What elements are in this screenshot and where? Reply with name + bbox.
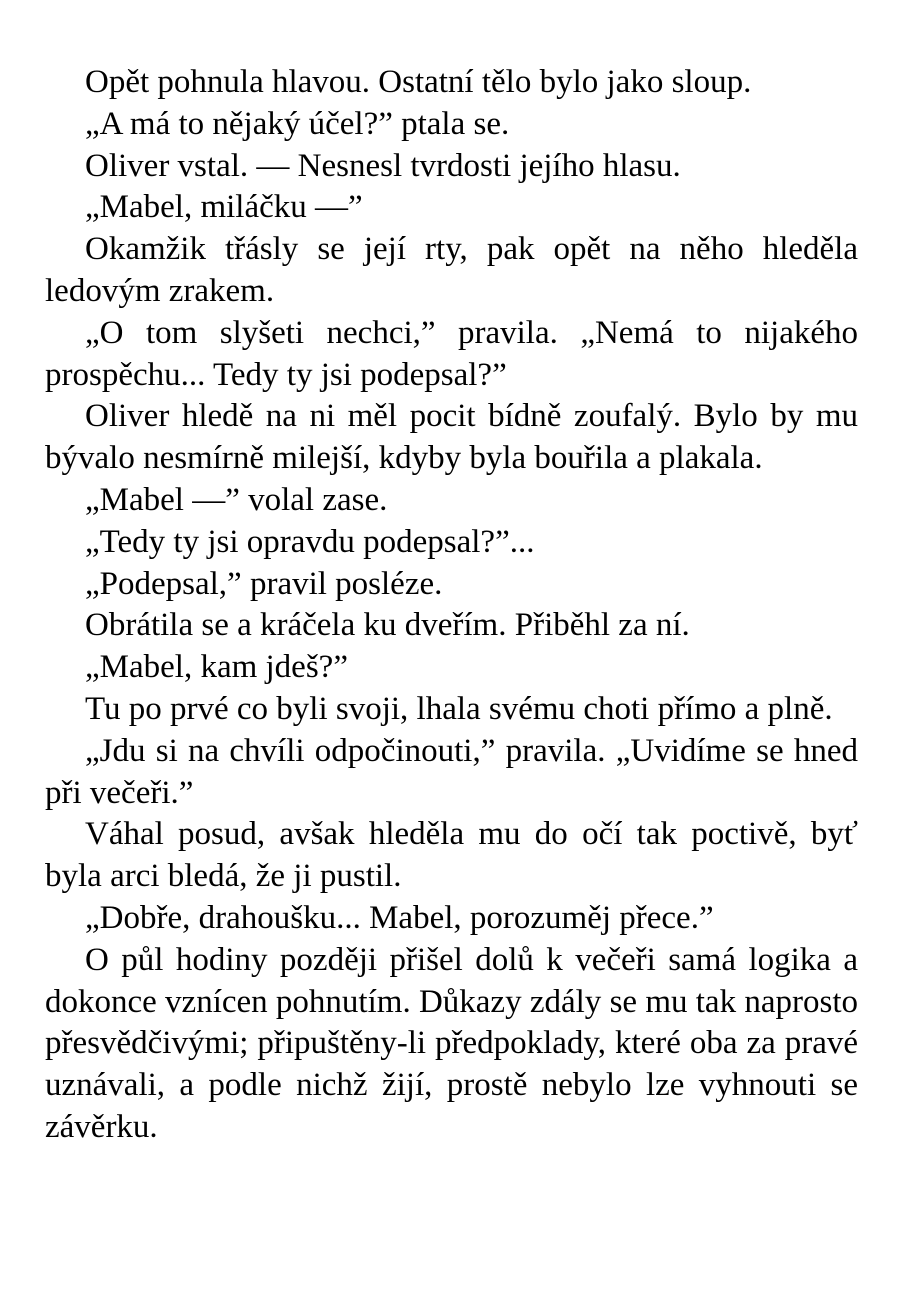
paragraph: „Podepsal,” pravil posléze. (85, 565, 443, 602)
paragraph: Opět pohnula hlavou. Ostatní tělo bylo jako sloup. (85, 64, 752, 100)
paragraph: „Dobře, drahoušku... Mabel, porozuměj přece.” (85, 899, 714, 936)
paragraph: „A má to nějaký účel?” ptala se. (85, 105, 510, 142)
paragraph: „Tedy ty jsi opravdu podepsal?”... (85, 523, 535, 560)
paragraph: Tu po prvé co byli svoji, lhala svému choti přímo a plně. (85, 690, 833, 727)
paragraph: „Mabel —” volal zase. (85, 481, 388, 518)
paragraph: „Jdu si na chvíli odpočinouti,” pravila. „Uvidíme se hned při večeři.” (45, 732, 858, 811)
paragraph: O půl hodiny později přišel dolů k večeři samá logika a dokonce vznícen pohnutím. Důkazy zdály se mu tak naprosto přesvědčivými; připuštěny-li předpoklady, které oba za pravé uznávali, a podle nichž žijí, prostě nebylo lze vyhnouti se závěrku. (45, 941, 858, 1145)
paragraph: Obrátila se a kráčela ku dveřím. Přiběhl za ní. (85, 607, 690, 644)
paragraph: „Mabel, miláčku —” (85, 189, 363, 226)
paragraph: „Mabel, kam jdeš?” (85, 649, 348, 686)
paragraph: Oliver vstal. — Nesnesl tvrdosti jejího hlasu. (85, 147, 681, 184)
paragraph: Oliver hledě na ni měl pocit bídně zoufalý. Bylo by mu bývalo nesmírně milejší, kdyby byla bouřila a plakala. (45, 398, 858, 477)
paragraph: Okamžik třásly se její rty, pak opět na něho hleděla ledovým zrakem. (45, 231, 858, 309)
paragraph: „O tom slyšeti nechci,” pravila. „Nemá to nijakého prospěchu... Tedy ty jsi podepsal?” (45, 314, 858, 393)
book-page-text (45, 62, 858, 1149)
paragraph: Váhal posud, avšak hleděla mu do očí tak poctivě, byť byla arci bledá, že ji pustil. (45, 816, 858, 895)
